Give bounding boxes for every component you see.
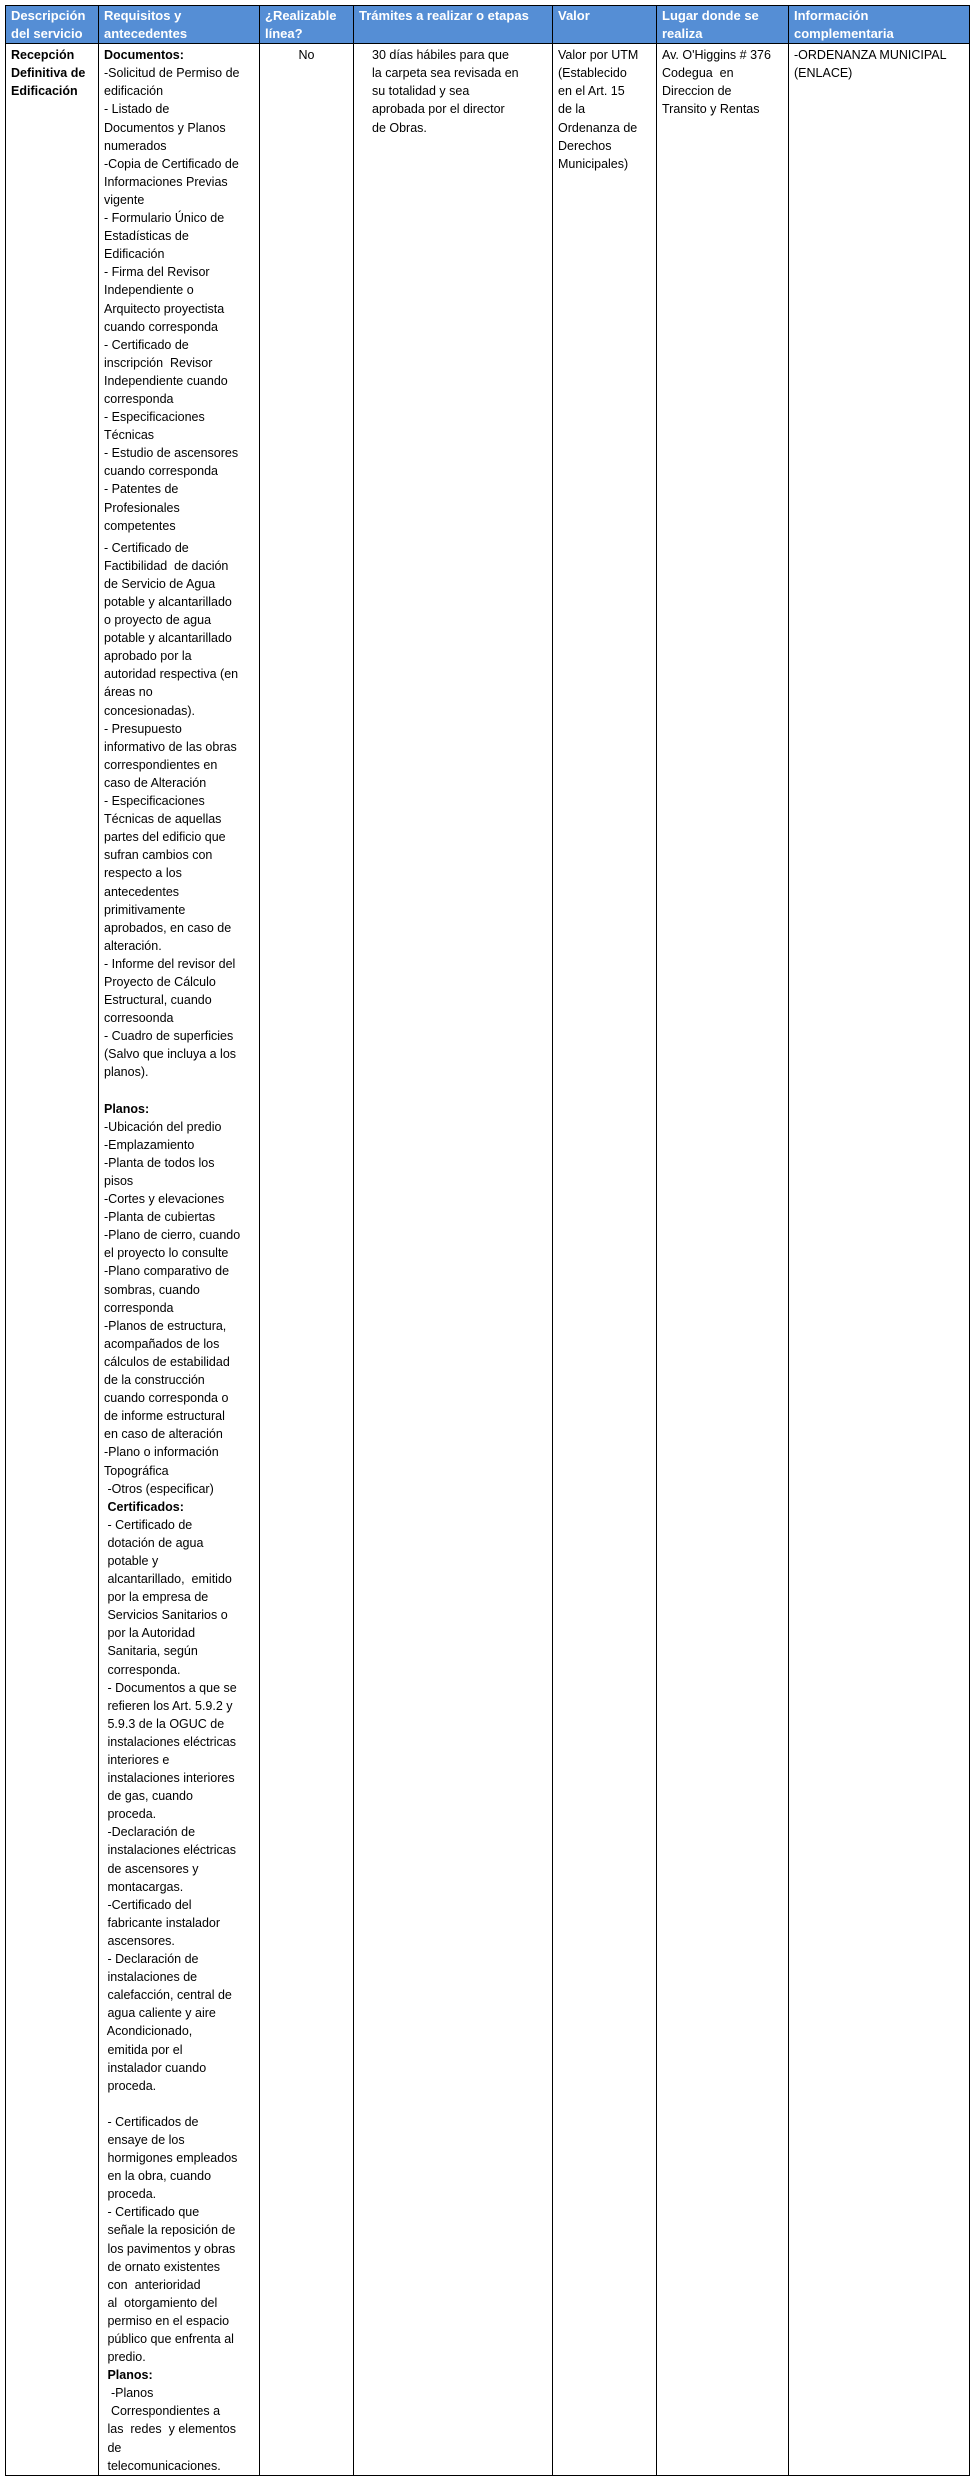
requisito-line: Topográfica	[104, 1463, 169, 1478]
requisito-line: -Cortes y elevaciones	[104, 1192, 225, 1207]
text-line: aprobada por el director	[372, 102, 505, 117]
requisito-line: ensaye de los	[104, 2132, 185, 2147]
requisito-line: - Certificado que	[104, 2205, 200, 2220]
requisito-line: -Planos	[104, 2386, 154, 2401]
cell-tramites	[354, 44, 553, 2476]
requisito-line: instalaciones eléctricas	[104, 1843, 237, 1858]
section-heading: Planos:	[104, 2368, 153, 2383]
requisito-line: Edificación	[104, 247, 165, 262]
text-line: Valor	[558, 8, 590, 23]
requisito-line: - Presupuesto	[104, 721, 182, 736]
requisito-line: fabricante instalador	[104, 1915, 221, 1930]
text-line: Valor por UTM	[558, 48, 639, 63]
requisito-line: Factibilidad de dación	[104, 558, 229, 573]
requisito-line: de informe estructural	[104, 1409, 225, 1424]
requisito-line: al otorgamiento del	[104, 2295, 218, 2310]
ordenanza-link-line[interactable]: -ORDENANZA MUNICIPAL	[794, 48, 947, 63]
requisito-line: de gas, cuando	[104, 1789, 193, 1804]
requisito-line: respecto a los	[104, 866, 182, 881]
requisito-line: los pavimentos y obras	[104, 2241, 236, 2256]
requisito-line: calefacción, central de	[104, 1988, 232, 2003]
section-heading: Certificados:	[104, 1499, 184, 1514]
text-line: del servicio	[11, 26, 83, 42]
requisito-line: cuando corresponda	[104, 319, 218, 334]
requisito-line: interiores e	[104, 1753, 170, 1767]
requisito-line: corresponda.	[104, 1662, 181, 1677]
requisito-line: - Informe del revisor del	[104, 956, 236, 971]
text-line: (Establecido	[558, 66, 627, 81]
text-line: Av. O'Higgins # 376	[662, 48, 771, 63]
text-line: de la	[558, 102, 586, 117]
requisito-line: -Planos de estructura,	[104, 1318, 227, 1333]
requisito-line: planos).	[104, 1065, 149, 1080]
table-row	[6, 44, 970, 2476]
requisito-line: cuando corresponda o	[104, 1391, 229, 1406]
requisito-line: telecomunicaciones.	[104, 2458, 221, 2473]
text-line: complementaria	[794, 26, 894, 42]
requisito-line: autoridad respectiva (en	[104, 667, 239, 682]
requisito-line: alteración.	[104, 938, 162, 953]
requisito-line: - Certificados de	[104, 2114, 199, 2129]
requisito-line: Estructural, cuando	[104, 993, 212, 1008]
text-line: Municipales)	[558, 156, 629, 171]
header-row	[6, 6, 970, 44]
requisito-line: acompañados de los	[104, 1336, 220, 1351]
text-line: Trámites a realizar o etapas	[359, 8, 529, 23]
requisito-line: -Planta de cubiertas	[104, 1210, 216, 1225]
requisito-line: -Plano comparativo de	[104, 1264, 230, 1279]
requisito-line: -Planta de todos los	[104, 1155, 215, 1170]
text-line: Descripción	[11, 8, 86, 23]
cell-descripcion	[6, 44, 99, 2476]
text-line: Definitiva de	[11, 66, 86, 81]
requisito-line: por la empresa de	[104, 1590, 209, 1605]
requisito-line: concesionadas).	[104, 703, 196, 718]
cell-realizable	[260, 44, 354, 2476]
requisito-line: emitida por el	[104, 2042, 183, 2057]
requisito-line: instalador cuando	[104, 2060, 207, 2075]
header-realizable	[260, 6, 354, 44]
section-heading: Documentos:	[104, 48, 184, 63]
requisito-line: - Patentes de	[104, 482, 179, 497]
requisito-line: predio.	[104, 2350, 146, 2365]
requisito-line: instalaciones eléctricas	[104, 1734, 237, 1749]
requisito-line	[104, 1082, 254, 1100]
requisito-line: - Declaración de	[104, 1952, 199, 1967]
requisito-line: montacargas.	[104, 1879, 184, 1894]
cell-lugar	[657, 44, 789, 2476]
requisito-line: caso de Alteración	[104, 775, 207, 790]
requisito-line: -Otros (especificar)	[104, 1481, 214, 1496]
requisito-line: Proyecto de Cálculo	[104, 974, 216, 989]
requisito-line: cuando corresponda	[104, 464, 218, 479]
requisito-line: áreas no	[104, 685, 153, 700]
requisito-line: inscripción Revisor	[104, 355, 213, 370]
requisito-line: hormigones empleados	[104, 2151, 238, 2166]
requisito-line: agua caliente y aire	[104, 2006, 216, 2021]
requisito-line: de Servicio de Agua	[104, 576, 216, 591]
requisito-line: aprobado por la	[104, 649, 192, 664]
text-line: ¿Realizable	[265, 8, 337, 23]
text-line: en el Art. 15	[558, 84, 625, 99]
requisito-line: -Declaración de	[104, 1825, 196, 1840]
requisito-line: -Plano o información	[104, 1445, 219, 1460]
requisito-line: - Formulario Único de	[104, 211, 225, 226]
requisito-line: instalaciones de	[104, 1970, 198, 1985]
requisito-line: las redes y elementos	[104, 2422, 237, 2437]
text-line: Transito y Rentas	[662, 102, 760, 117]
requisito-line: -Copia de Certificado de	[104, 156, 239, 171]
header-tramites	[354, 6, 553, 44]
requisito-line: señale la reposición de	[104, 2223, 236, 2238]
text-line: 30 días hábiles para que	[372, 48, 509, 63]
text-line: de Obras.	[372, 120, 427, 135]
cell-valor	[553, 44, 657, 2476]
requisito-line: en caso de alteración	[104, 1427, 223, 1442]
requisito-line: -Certificado del	[104, 1897, 192, 1912]
requisito-line: corresponda	[104, 1300, 174, 1315]
requisito-line: numerados	[104, 138, 167, 153]
text-line: Codegua en	[662, 66, 734, 81]
requisito-line: Acondicionado,	[104, 2024, 193, 2039]
requisito-line: Independiente o	[104, 283, 194, 298]
requisito-line: competentes	[104, 518, 176, 533]
requisito-line: sombras, cuando	[104, 1282, 200, 1297]
requisito-line: edificación	[104, 84, 164, 99]
requisito-line: de ornato existentes	[104, 2259, 221, 2274]
section-heading: Planos:	[104, 1101, 150, 1116]
text-line: Información	[794, 8, 869, 23]
requisito-line: Servicios Sanitarios o	[104, 1608, 228, 1623]
requisito-line	[104, 2095, 254, 2113]
requisito-line: dotación de agua	[104, 1535, 204, 1550]
text-line: línea?	[265, 26, 303, 42]
requisito-line: -Ubicación del predio	[104, 1119, 222, 1134]
requisito-line: - Listado de	[104, 102, 170, 117]
requisito-line: 5.9.3 de la OGUC de	[104, 1716, 225, 1731]
requisito-line: proceda.	[104, 2078, 157, 2093]
requisito-line: - Certificado de	[104, 540, 189, 555]
text-line: Requisitos y	[104, 8, 182, 23]
requisito-line: corresoonda	[104, 1011, 174, 1026]
requisito-line: pisos	[104, 1174, 134, 1188]
requisito-line: corresponda	[104, 391, 174, 406]
requisito-line: Correspondientes a	[104, 2404, 221, 2419]
header-lugar	[657, 6, 789, 44]
requisito-line: Documentos y Planos	[104, 120, 226, 135]
requisito-line: - Estudio de ascensores	[104, 446, 239, 461]
requisito-line: cálculos de estabilidad	[104, 1354, 230, 1369]
requisito-line: de	[104, 2440, 122, 2455]
requisito-line: con anterioridad	[104, 2277, 201, 2292]
requisito-line: público que enfrenta al	[104, 2332, 234, 2346]
requisito-line: - Especificaciones	[104, 410, 205, 425]
realizable-value: No	[298, 48, 315, 63]
requisito-line: potable y alcantarillado	[104, 595, 232, 609]
requisito-line: ascensores.	[104, 1933, 175, 1948]
header-requisitos	[99, 6, 260, 44]
requisito-line: - Certificado de	[104, 1517, 193, 1532]
requisito-line: - Especificaciones	[104, 794, 205, 809]
requisito-line: Profesionales	[104, 500, 180, 515]
requisito-line: - Certificado de	[104, 337, 189, 352]
text-line: Recepción	[11, 48, 75, 63]
requisito-line: aprobados, en caso de	[104, 920, 232, 935]
text-line: antecedentes	[104, 26, 188, 42]
requisito-line: - Documentos a que se	[104, 1680, 237, 1695]
requisito-line: permiso en el espacio	[104, 2313, 230, 2328]
text-line: Ordenanza de	[558, 120, 638, 135]
requisito-line: instalaciones interiores	[104, 1771, 235, 1786]
requisito-line: sufran cambios con	[104, 848, 213, 863]
requisito-line: Estadísticas de	[104, 229, 189, 244]
requisito-line: -Plano de cierro, cuando	[104, 1228, 241, 1243]
servicio-table	[5, 5, 970, 2476]
requisito-line: de ascensores y	[104, 1861, 199, 1876]
requisito-line: por la Autoridad	[104, 1626, 196, 1641]
header-descripcion	[6, 6, 99, 44]
header-valor	[553, 6, 657, 44]
requisito-line: informativo de las obras	[104, 739, 237, 754]
text-line: realiza	[662, 26, 703, 42]
requisito-line: refieren los Art. 5.9.2 y	[104, 1698, 233, 1713]
cell-informacion	[789, 44, 970, 2476]
requisito-line: de la construcción	[104, 1373, 205, 1388]
ordenanza-link-line[interactable]: (ENLACE)	[794, 66, 853, 81]
requisito-line: - Firma del Revisor	[104, 265, 210, 280]
requisito-line: Arquitecto proyectista	[104, 301, 225, 316]
requisito-line: potable y alcantarillado	[104, 631, 232, 646]
text-line: Direccion de	[662, 84, 732, 99]
requisito-line: Técnicas	[104, 428, 155, 443]
requisito-line: correspondientes en	[104, 757, 218, 772]
requisito-line: proceda.	[104, 1807, 157, 1822]
text-line: Derechos	[558, 138, 612, 153]
requisito-line: - Cuadro de superficies	[104, 1029, 234, 1044]
text-line: la carpeta sea revisada en	[372, 66, 519, 81]
requisito-line: partes del edificio que	[104, 830, 226, 845]
requisito-line: Técnicas de aquellas	[104, 812, 222, 827]
header-informacion	[789, 6, 970, 44]
text-line: Edificación	[11, 84, 78, 99]
requisito-line: -Emplazamiento	[104, 1137, 195, 1152]
text-line: su totalidad y sea	[372, 84, 470, 99]
text-line: Lugar donde se	[662, 8, 759, 23]
requisito-line: vigente	[104, 192, 145, 207]
requisito-line: -Solicitud de Permiso de	[104, 66, 240, 81]
cell-requisitos	[99, 44, 260, 2476]
requisito-line: (Salvo que incluya a los	[104, 1047, 237, 1062]
requisito-line: antecedentes	[104, 884, 180, 899]
requisito-line: proceda.	[104, 2187, 157, 2202]
requisito-line: Independiente cuando	[104, 373, 228, 388]
requisito-line: alcantarillado, emitido	[104, 1572, 232, 1587]
requisito-line: potable y	[104, 1553, 159, 1568]
requisito-line: o proyecto de agua	[104, 613, 212, 628]
requisito-line: primitivamente	[104, 902, 186, 917]
requisito-line: Informaciones Previas	[104, 174, 228, 189]
requisito-line: Sanitaria, según	[104, 1644, 198, 1659]
requisito-line: en la obra, cuando	[104, 2169, 212, 2184]
requisito-line: el proyecto lo consulte	[104, 1246, 229, 1261]
